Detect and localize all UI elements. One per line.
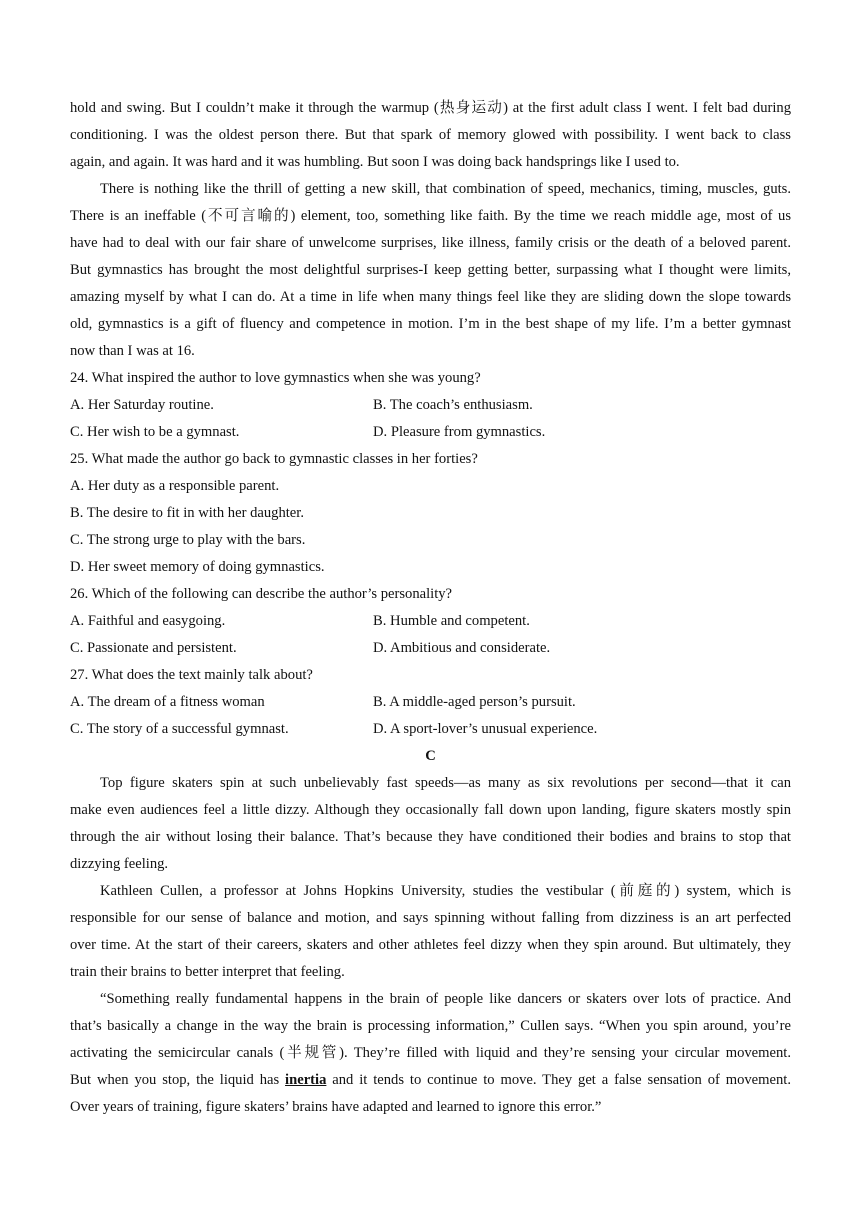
question-25 xyxy=(70,446,791,581)
text-line: But gymnastics has brought the most delightful surprises-I keep getting better, surpassing what I thought were limits, xyxy=(70,262,791,278)
text-line: have had to deal with our fair share of unwelcome surprises, like illness, family crisis or the death of a beloved parent. xyxy=(70,235,791,251)
option-row xyxy=(70,392,791,419)
underlined-word-inertia: inertia xyxy=(285,1072,327,1088)
question-24 xyxy=(70,365,791,446)
document-page xyxy=(70,95,791,1121)
section-heading: C xyxy=(425,748,436,764)
option-row xyxy=(70,419,791,446)
text-line: amazing myself by what I can do. At a time in life when many things feel like they are sliding down the slope towards xyxy=(70,289,791,305)
option-b: B. The coach’s enthusiasm. xyxy=(373,397,533,413)
text-line: responsible for our sense of balance and motion, and says spinning without falling from dizziness is an art perfected xyxy=(70,910,791,926)
question-27 xyxy=(70,662,791,743)
text-line: dizzying feeling. xyxy=(70,856,169,872)
option-a: A. Her Saturday routine. xyxy=(70,397,214,413)
question-stem: 26. Which of the following can describe the author’s personality? xyxy=(70,586,453,602)
passage-c-paragraph-2 xyxy=(70,878,791,986)
option-row xyxy=(70,716,791,743)
option-c: C. The story of a successful gymnast. xyxy=(70,721,289,737)
question-stem: 25. What made the author go back to gymnastic classes in her forties? xyxy=(70,451,478,467)
text-line: There is an ineffable (不可言喻的) element, too, something like faith. By the time we reach middle age, most of us xyxy=(70,208,791,224)
text-line: over time. At the start of their careers, skaters and other athletes feel dizzy when they spin around. But ultimately, they xyxy=(70,937,791,953)
text-line: activating the semicircular canals (半规管). They’re filled with liquid and they’re sensing your circular movement. xyxy=(70,1045,791,1061)
text-line: that’s basically a change in the way the brain is processing information,” Cullen says. “When you spin around, you’re xyxy=(70,1018,791,1034)
text-line: old, gymnastics is a gift of fluency and competence in motion. I’m in the best shape of my life. I’m a better gymnast xyxy=(70,316,791,332)
option-a: A. The dream of a fitness woman xyxy=(70,694,265,710)
text-line: There is nothing like the thrill of getting a new skill, that combination of speed, mechanics, timing, muscles, guts. xyxy=(100,181,791,197)
text-line: Top figure skaters spin at such unbelievably fast speeds—as many as six revolutions per second—that it can xyxy=(100,775,791,791)
question-stem: 24. What inspired the author to love gymnastics when she was young? xyxy=(70,370,481,386)
option-d: D. Pleasure from gymnastics. xyxy=(373,424,546,440)
paragraph-1 xyxy=(70,95,791,176)
option-a: A. Faithful and easygoing. xyxy=(70,613,226,629)
option-b: B. The desire to fit in with her daughter. xyxy=(70,505,304,521)
option-a: A. Her duty as a responsible parent. xyxy=(70,478,280,494)
option-row xyxy=(70,689,791,716)
text-line: through the air without losing their balance. That’s because they have conditioned their bodies and brains to stop that xyxy=(70,829,791,845)
question-26 xyxy=(70,581,791,662)
text-line: again, and again. It was hard and it was humbling. But soon I was doing back handsprings like I used to. xyxy=(70,154,680,170)
option-b: B. Humble and competent. xyxy=(373,613,530,629)
text-line: conditioning. I was the oldest person there. But that spark of memory glowed with possibility. I went back to class xyxy=(70,127,791,143)
text-span: and it tends to continue to move. They get a false sensation of movement. xyxy=(326,1072,791,1088)
text-line: make even audiences feel a little dizzy. Although they occasionally fall down upon landing, figure skaters mostly spin xyxy=(70,802,791,818)
option-row xyxy=(70,608,791,635)
passage-c-paragraph-1 xyxy=(70,770,791,878)
passage-c-paragraph-3 xyxy=(70,986,791,1121)
text-line: Over years of training, figure skaters’ brains have adapted and learned to ignore this error.” xyxy=(70,1099,602,1115)
option-d: D. Ambitious and considerate. xyxy=(373,640,551,656)
text-line: Kathleen Cullen, a professor at Johns Hopkins University, studies the vestibular (前庭的) system, which is xyxy=(100,883,791,899)
option-c: C. Her wish to be a gymnast. xyxy=(70,424,240,440)
text-line: hold and swing. But I couldn’t make it through the warmup (热身运动) at the first adult class I went. I felt bad during xyxy=(70,100,791,116)
option-b: B. A middle-aged person’s pursuit. xyxy=(373,694,576,710)
text-line: “Something really fundamental happens in the brain of people like dancers or skaters over lots of practice. And xyxy=(100,991,791,1007)
paragraph-2 xyxy=(70,176,791,365)
text-line xyxy=(70,1067,791,1094)
option-c: C. Passionate and persistent. xyxy=(70,640,237,656)
option-d: D. A sport-lover’s unusual experience. xyxy=(373,721,598,737)
option-c: C. The strong urge to play with the bars. xyxy=(70,532,306,548)
question-stem: 27. What does the text mainly talk about? xyxy=(70,667,313,683)
text-span: But when you stop, the liquid has xyxy=(70,1072,286,1088)
option-row xyxy=(70,635,791,662)
option-d: D. Her sweet memory of doing gymnastics. xyxy=(70,559,325,575)
text-line: train their brains to better interpret that feeling. xyxy=(70,964,345,980)
text-line: now than I was at 16. xyxy=(70,343,195,359)
